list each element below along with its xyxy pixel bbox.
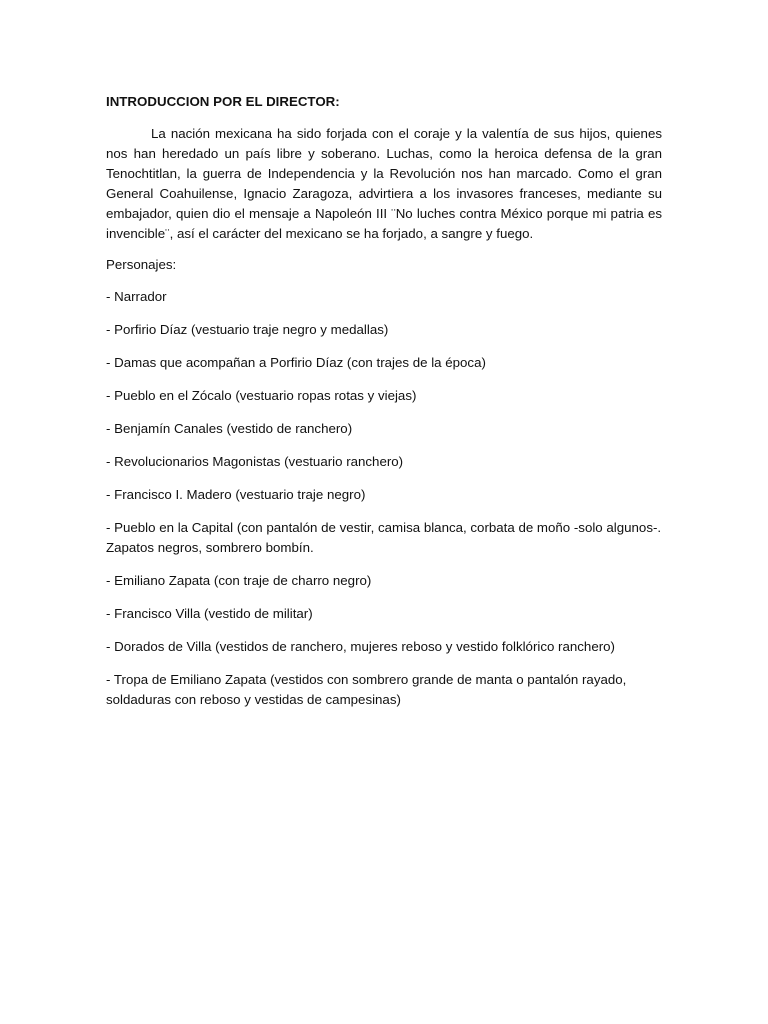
character-item: - Pueblo en el Zócalo (vestuario ropas rotas y viejas) [106, 388, 417, 403]
document-heading: INTRODUCCION POR EL DIRECTOR: [106, 94, 340, 109]
intro-paragraph: La nación mexicana ha sido forjada con el coraje y la valentía de sus hijos, quienes nos han heredado un país libre y soberano. Luchas, como la heroica defensa de la gran Tenochtitlan, la guerra de Independencia y la Revolución nos han marcado. Como el gran General Coahuilense, Ignacio Zaragoza, advirtiera a los invasores franceses, mediante su embajador, quien dio el mensaje a Napoleón III ¨No luches contra México porque mi patria es invencible¨, así el carácter del mexicano se ha forjado, a sangre y fuego. [106, 126, 662, 241]
document-page [106, 92, 662, 723]
character-item: - Dorados de Villa (vestidos de ranchero, mujeres reboso y vestido folklórico ranchero) [106, 639, 615, 654]
character-item: - Pueblo en la Capital (con pantalón de vestir, camisa blanca, corbata de moño -solo algunos-. Zapatos negros, sombrero bombín. [106, 520, 662, 555]
character-item: - Tropa de Emiliano Zapata (vestidos con sombrero grande de manta o pantalón rayado, soldaduras con reboso y vestidas de campesinas) [106, 672, 627, 707]
characters-label: Personajes: [106, 257, 177, 272]
character-item: - Revolucionarios Magonistas (vestuario ranchero) [106, 454, 404, 469]
character-item: - Francisco Villa (vestido de militar) [106, 606, 313, 621]
character-item: - Porfirio Díaz (vestuario traje negro y medallas) [106, 322, 389, 337]
character-item: - Narrador [106, 289, 167, 304]
characters-list [106, 287, 662, 710]
character-item: - Francisco I. Madero (vestuario traje negro) [106, 487, 366, 502]
character-item: - Damas que acompañan a Porfirio Díaz (con trajes de la época) [106, 355, 486, 370]
character-item: - Emiliano Zapata (con traje de charro negro) [106, 573, 372, 588]
character-item: - Benjamín Canales (vestido de ranchero) [106, 421, 353, 436]
